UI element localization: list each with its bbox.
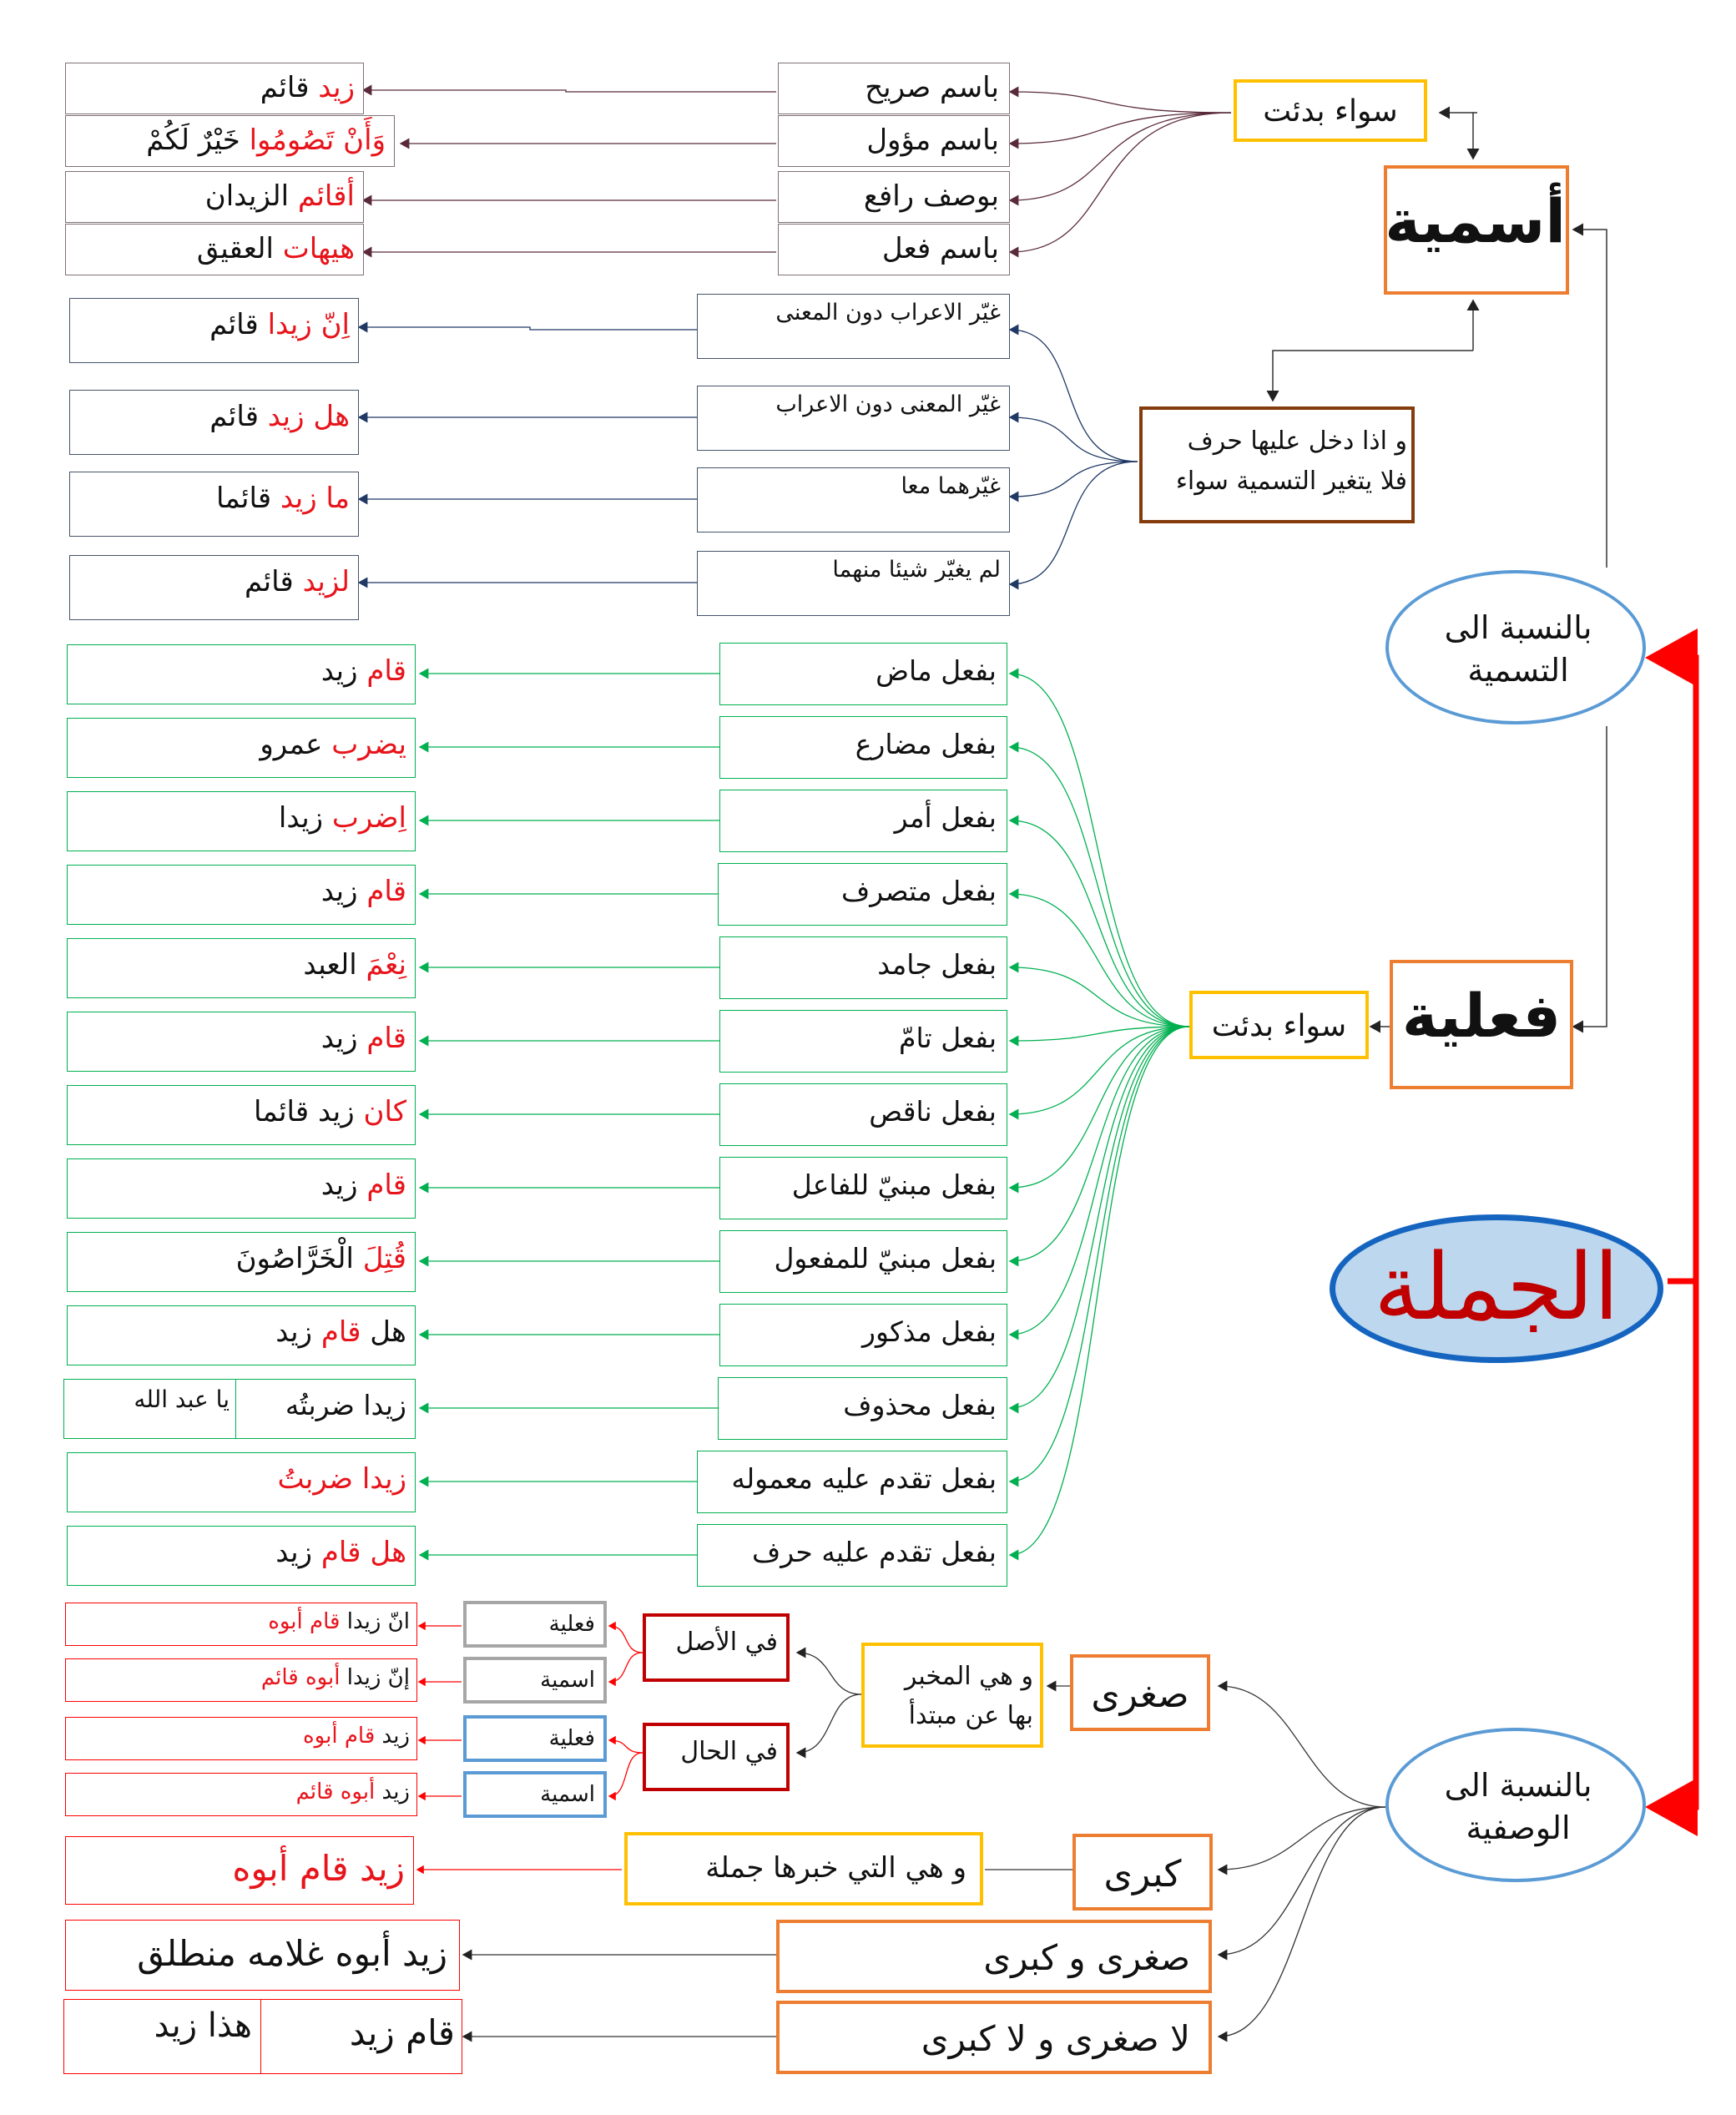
neither-box	[776, 2001, 1212, 2074]
letter-type	[697, 386, 1010, 451]
filiyya-type-label: بفعل ماض	[876, 654, 997, 687]
sughra-box	[1070, 1654, 1210, 1731]
sughra-example-text	[66, 1610, 416, 1635]
filiyya-type-label: بفعل أمر	[894, 801, 997, 834]
letter-type-example	[69, 390, 359, 455]
filiyya-type	[719, 1083, 1007, 1146]
ismiyya-title: أسمية	[1385, 186, 1566, 256]
example-rest: زيد	[275, 1536, 321, 1569]
example-rest: قائم	[209, 400, 268, 433]
filiyya-type-example-text	[68, 1243, 415, 1275]
sughra-example	[65, 1658, 417, 1702]
filiyya-type-label: بفعل تقدم عليه معموله	[731, 1462, 997, 1495]
kubra-example-box	[65, 1836, 414, 1905]
letter-type-example-text	[70, 401, 358, 433]
kubra-example: زيد قام أبوه	[232, 1848, 405, 1889]
example-highlight: قام	[320, 1315, 361, 1349]
ismiyya-start-label: بوصف رافع	[863, 179, 999, 213]
letter-note-box	[1139, 406, 1415, 523]
letter-type-label: غيّر المعنى دون الاعراب	[775, 391, 1001, 417]
filiyya-type-label: بفعل ناقص	[869, 1095, 997, 1128]
example-highlight: هل زيد	[267, 400, 350, 433]
letter-type	[697, 551, 1010, 616]
sughra-kind-label: فعلية	[548, 1612, 595, 1637]
naming-label: بالنسبة الى التسمية	[1444, 609, 1592, 689]
ismiyya-start-label: باسم مؤول	[866, 124, 999, 157]
ismiyya-start-label: باسم صريح	[865, 71, 999, 104]
example-rest: زيد	[320, 1022, 367, 1055]
ismiyya-start-example-text	[66, 124, 394, 157]
filiyya-type	[719, 1230, 1007, 1293]
sughra-definition-box	[861, 1643, 1043, 1748]
kubra-definition: و هي التي خبرها جملة	[705, 1851, 966, 1885]
neither-example-1: قام زيد	[349, 2012, 455, 2053]
ismiyya-starts-label: سواء بدئت	[1263, 94, 1398, 129]
sughra-kind	[463, 1715, 607, 1762]
filiyya-type-label: بفعل محذوف	[843, 1389, 997, 1421]
example-highlight: يضرب	[331, 728, 406, 761]
example-rest: خَيْرٌ لَكُمْ	[146, 124, 250, 157]
example-rest: الزيدان	[204, 179, 298, 213]
example-rest: زيد	[375, 1779, 410, 1805]
filiyya-type	[719, 1010, 1007, 1073]
example-highlight: اِنّ زيدا	[267, 308, 350, 341]
example-highlight: قام	[366, 654, 406, 688]
filiyya-type-example-text	[68, 1537, 415, 1569]
filiyya-type-example-text	[68, 876, 415, 908]
example-rest: زيد	[320, 875, 367, 908]
letter-type-label: غيّر الاعراب دون المعنى	[775, 300, 1001, 326]
example-highlight: اِضرب	[331, 801, 406, 835]
ismiyya-start-example	[65, 224, 364, 275]
example-part: زيدا ضربتُه	[285, 1389, 406, 1421]
sughra-kind	[463, 1601, 607, 1648]
sughra-kind-label: فعلية	[548, 1726, 595, 1751]
example-rest: زيدا	[278, 801, 332, 835]
example-rest: قائم	[245, 565, 303, 598]
kubra-box	[1072, 1834, 1213, 1911]
current-box	[643, 1723, 790, 1791]
letter-type-example	[69, 555, 359, 620]
ismiyya-box	[1384, 165, 1569, 295]
filiyya-type-example	[63, 1379, 416, 1439]
filiyya-type-example	[67, 1232, 416, 1292]
filiyya-type	[719, 936, 1007, 999]
both-box	[776, 1920, 1212, 1993]
both-example-box	[65, 1920, 460, 1991]
letter-type-example-text	[70, 309, 358, 341]
example-highlight: هيهات	[282, 232, 355, 265]
filiyya-type-example	[67, 938, 416, 998]
kubra-definition-box	[624, 1832, 983, 1906]
example-rest: العقيق	[196, 232, 283, 265]
example-rest: زيد	[320, 654, 367, 688]
sughra-example-text	[66, 1666, 416, 1691]
example-rest: زيد	[275, 1315, 321, 1349]
filiyya-type	[719, 1157, 1007, 1219]
sughra-kind	[463, 1657, 607, 1704]
example-highlight: قام	[366, 875, 406, 908]
filiyya-type-example-text	[68, 1022, 415, 1055]
filiyya-type-example	[67, 718, 416, 778]
example-highlight: أبوه قائم	[260, 1665, 341, 1690]
kubra-title: كبرى	[1103, 1853, 1182, 1895]
filiyya-box	[1390, 960, 1573, 1089]
example-highlight: قُتِلَ	[362, 1242, 406, 1275]
example-rest: زيد	[320, 1169, 367, 1202]
filiyya-type-example-text	[68, 1169, 415, 1202]
filiyya-title: فعلية	[1401, 981, 1562, 1051]
example-rest: قائم	[260, 71, 319, 104]
example-divider	[235, 1380, 236, 1438]
sughra-example-text	[66, 1724, 416, 1749]
filiyya-type-example	[67, 865, 416, 925]
example-highlight: زيد	[318, 71, 355, 104]
filiyya-type	[718, 1377, 1007, 1440]
filiyya-type	[719, 643, 1007, 705]
filiyya-type-example	[67, 644, 416, 704]
neither-example-box	[63, 1999, 462, 2074]
example-highlight: قام أبوه	[303, 1724, 376, 1749]
ismiyya-start-type	[778, 171, 1010, 223]
sughra-kind	[463, 1771, 607, 1818]
filiyya-type-example	[67, 1085, 416, 1145]
filiyya-type	[697, 1451, 1007, 1513]
sughra-title: صغرى	[1091, 1673, 1189, 1716]
filiyya-type-label: بفعل متصرف	[841, 875, 997, 907]
letter-type-example-text	[70, 566, 358, 598]
letter-type	[697, 294, 1010, 359]
filiyya-type-example	[67, 1452, 416, 1512]
example-highlight: ما زيد	[280, 482, 350, 515]
example-highlight: هل قام	[320, 1536, 406, 1569]
example-rest: زيد	[375, 1724, 410, 1749]
filiyya-type-example	[67, 1305, 416, 1365]
sughra-example	[65, 1773, 417, 1816]
example-highlight: قام	[366, 1169, 406, 1202]
filiyya-starts-box	[1189, 991, 1369, 1059]
ismiyya-start-example	[65, 171, 364, 223]
descriptive-ellipse	[1385, 1728, 1646, 1882]
sughra-example	[65, 1717, 417, 1760]
example-rest: الْخَرَّاصُونَ	[235, 1242, 363, 1275]
example-highlight: لزيد	[302, 565, 350, 598]
both-example: زيد أبوه غلامه منطلق	[137, 1933, 447, 1974]
filiyya-type-example-text	[68, 1096, 415, 1128]
filiyya-type	[719, 716, 1007, 779]
ismiyya-start-example-text	[66, 72, 363, 104]
filiyya-type-example	[67, 1012, 416, 1072]
filiyya-type-example-text	[68, 802, 415, 835]
example-rest: إنّ زيدا	[340, 1665, 410, 1690]
ismiyya-start-label: باسم فعل	[881, 232, 999, 265]
letter-type	[697, 467, 1010, 533]
current-label: في الحال	[680, 1737, 778, 1766]
example-part: يا عبد الله	[134, 1386, 230, 1413]
example-highlight: زيدا ضربتُ	[277, 1462, 406, 1496]
root-label: الجملة	[1373, 1234, 1620, 1340]
letter-type-example-text	[70, 482, 358, 515]
filiyya-type	[718, 863, 1007, 926]
neither-example-2: هذا زيد	[154, 2006, 252, 2045]
example-highlight: كان	[363, 1095, 406, 1128]
filiyya-type-example-text	[68, 729, 415, 761]
sughra-kind-label: اسمية	[540, 1782, 595, 1807]
descriptive-label: بالنسبة الى الوصفية	[1444, 1767, 1592, 1847]
example-rest: زيد قائما	[254, 1095, 364, 1128]
example-highlight: وَأَنْ تَصُومُوا	[249, 124, 386, 157]
filiyya-type-label: بفعل تقدم عليه حرف	[752, 1536, 997, 1568]
example-highlight: قام	[366, 1022, 406, 1055]
filiyya-type-example-text	[68, 949, 415, 982]
letter-type-example	[69, 472, 359, 537]
ismiyya-start-type	[778, 224, 1010, 275]
example-rest: عمرو	[260, 728, 332, 761]
origin-label: في الأصل	[675, 1628, 778, 1657]
example-highlight: قام أبوه	[268, 1609, 341, 1634]
ismiyya-start-type	[778, 63, 1010, 114]
ismiyya-starts-box	[1234, 79, 1427, 142]
letter-note-label: و اذا دخل عليها حرف فلا يتغير التسمية سواء	[1175, 427, 1407, 496]
root-ellipse	[1330, 1214, 1663, 1363]
filiyya-type-example	[67, 791, 416, 851]
filiyya-type-label: بفعل مبنيّ للفاعل	[791, 1169, 997, 1201]
example-rest: قائم	[209, 308, 268, 341]
filiyya-type-example	[67, 1158, 416, 1219]
example-highlight: أبوه قائم	[295, 1779, 376, 1805]
filiyya-type-example-text	[68, 655, 415, 688]
filiyya-type-label: بفعل تامّ	[899, 1022, 997, 1054]
sughra-example-text	[66, 1780, 416, 1805]
neither-title: لا صغرى و لا كبرى	[921, 2018, 1190, 2059]
ismiyya-start-example	[65, 115, 395, 167]
letter-type-example	[69, 298, 359, 363]
origin-box	[643, 1613, 790, 1682]
filiyya-type-label: بفعل مبنيّ للمفعول	[774, 1242, 997, 1275]
naming-ellipse	[1385, 570, 1646, 724]
filiyya-type-label: بفعل جامد	[877, 948, 997, 981]
filiyya-type-example-text	[68, 1316, 415, 1349]
example-rest: انّ زيدا	[340, 1609, 410, 1634]
example-rest: قائما	[215, 482, 280, 515]
both-title: صغرى و كبرى	[983, 1937, 1190, 1978]
filiyya-type	[719, 1304, 1007, 1366]
example-highlight: أقائم	[297, 179, 355, 213]
ismiyya-start-type	[778, 115, 1010, 167]
sughra-kind-label: اسمية	[540, 1668, 595, 1693]
letter-type-label: لم يغيّر شيئا منهما	[832, 557, 1001, 583]
sughra-definition: و هي المخبر بها عن مبتدأ	[904, 1662, 1033, 1730]
ismiyya-start-example-text	[66, 180, 363, 213]
filiyya-type-example-text	[68, 1463, 415, 1496]
example-prefix: هل	[361, 1315, 406, 1349]
filiyya-type	[697, 1524, 1007, 1587]
filiyya-type	[719, 790, 1007, 852]
example-highlight: نِعْمَ	[366, 948, 406, 982]
sughra-example	[65, 1603, 417, 1646]
example-rest: العبد	[303, 948, 366, 982]
filiyya-starts-label: سواء بدئت	[1211, 1009, 1347, 1043]
ismiyya-start-example-text	[66, 233, 363, 265]
filiyya-type-label: بفعل مذكور	[862, 1315, 997, 1348]
filiyya-type-label: بفعل مضارع	[855, 728, 997, 760]
letter-type-label: غيّرهما معا	[901, 473, 1001, 499]
ismiyya-start-example	[65, 63, 364, 114]
filiyya-type-example	[67, 1526, 416, 1586]
